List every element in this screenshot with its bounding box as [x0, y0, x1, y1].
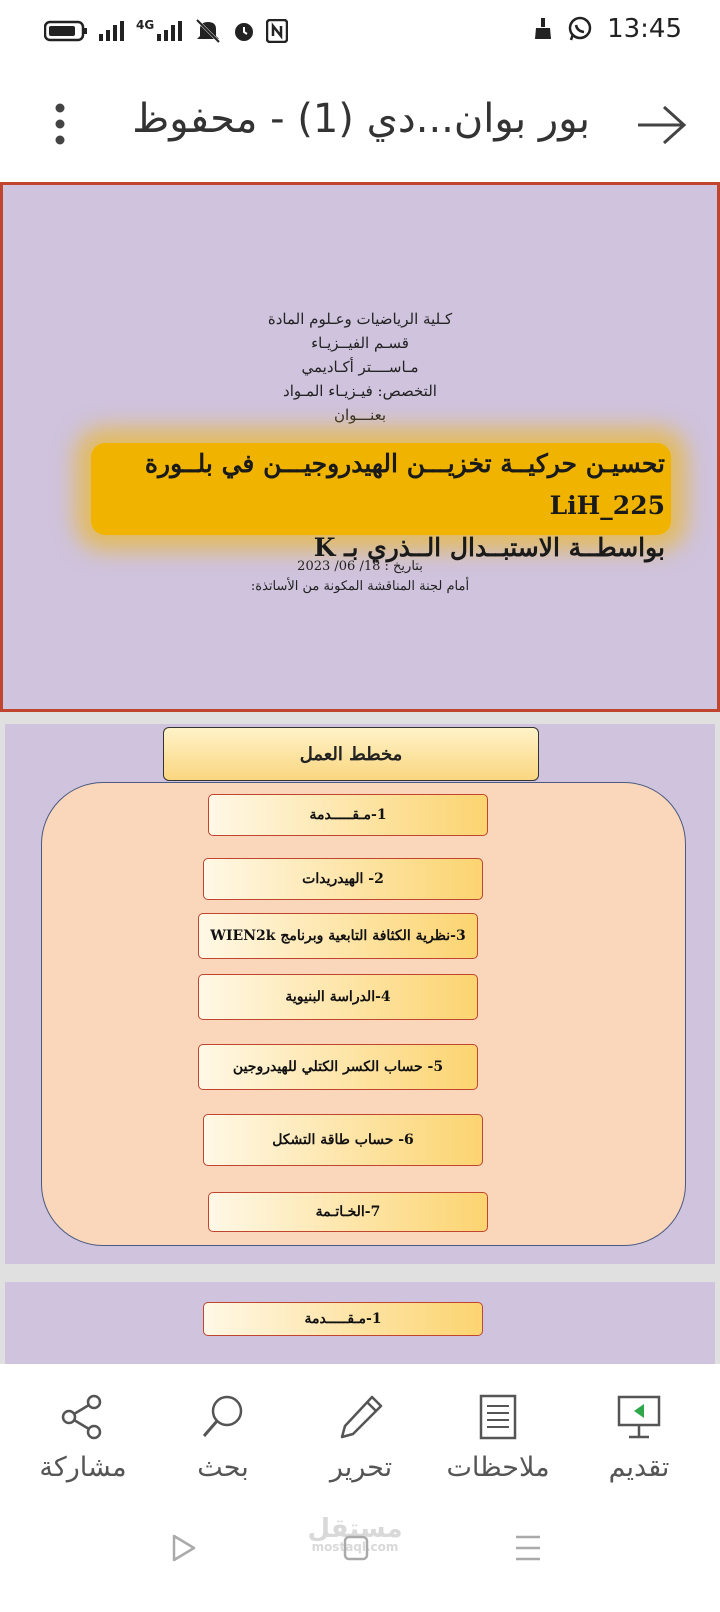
plan-item: 4-الدراسة البنيوية: [198, 974, 478, 1020]
plan-item: 1-مـقـــــدمة: [208, 794, 488, 836]
cleaner-icon: [533, 17, 553, 41]
clock: 13:45: [607, 14, 682, 44]
present-label: تقديم: [608, 1452, 670, 1483]
notes-button[interactable]: [433, 1394, 563, 1483]
share-button[interactable]: [18, 1394, 148, 1483]
pencil-icon: [338, 1394, 384, 1440]
slide1-line: كـلية الرياضيات وعـلوم المادة: [267, 310, 453, 328]
search-label: بحث: [197, 1452, 249, 1483]
plan-item: 5- حساب الكسر الكتلي للهيدروجين: [198, 1044, 478, 1090]
signal-icon-2: [156, 20, 184, 42]
status-icons-left: [44, 18, 288, 44]
home-square-icon: [326, 1520, 386, 1576]
network-type: 4G: [136, 18, 155, 32]
search-button[interactable]: [158, 1394, 288, 1483]
slide1-line: مـاســــتر أكـاديمي: [301, 358, 419, 376]
plan-item: 6- حساب طاقة التشكل: [203, 1114, 483, 1166]
alarm-icon: [232, 19, 256, 43]
status-bar: [0, 0, 720, 66]
slide1-footer: [3, 557, 717, 597]
signal-icon: [98, 20, 126, 42]
notes-icon: [478, 1394, 518, 1440]
share-label: مشاركة: [39, 1452, 127, 1483]
battery-icon: [44, 20, 88, 42]
arrow-right-icon: [634, 100, 690, 150]
watermark-sub: mostaql.com: [311, 1540, 399, 1554]
present-button[interactable]: [574, 1394, 704, 1483]
nav-back-button[interactable]: [154, 1520, 214, 1576]
nav-home-button[interactable]: [326, 1520, 386, 1576]
more-options-button[interactable]: [48, 100, 72, 150]
slide1-title-line2: بواسطــة الاستبــدال الــذري بـ K: [313, 533, 665, 562]
play-back-icon: [154, 1520, 214, 1576]
plan-item: 3-نظرية الكثافة التابعية وبرنامج WIEN2k: [198, 913, 478, 959]
bottom-toolbar: [0, 1364, 720, 1612]
edit-label: تحرير: [329, 1452, 393, 1483]
slide1-title: [65, 443, 665, 569]
back-button[interactable]: [634, 100, 690, 150]
document-title: بور بوان...دي (1) - محفوظ: [132, 96, 590, 142]
slide1-line: التخصص: فيـزيـاء المـواد: [283, 382, 437, 400]
whatsapp-icon: [567, 16, 593, 42]
slide-2[interactable]: [5, 724, 715, 1264]
plan-header: مخطط العمل: [163, 727, 539, 781]
top-app-bar: [0, 66, 720, 182]
system-nav-bar: [0, 1512, 720, 1612]
slide1-line: بعنـــوان: [333, 406, 387, 424]
slide1-committee: أمام لجنة المناقشة المكونة من الأساتذة:: [250, 579, 470, 594]
plan-item: 7-الخـاتـمة: [208, 1192, 488, 1232]
more-vert-icon: [48, 100, 72, 150]
slide-1[interactable]: [0, 182, 720, 712]
status-icons-right: [533, 14, 682, 44]
nav-recents-button[interactable]: [498, 1520, 558, 1576]
slide1-date: بتاريخ : 18/ 06/ 2023: [297, 559, 423, 574]
slide-3[interactable]: [5, 1282, 715, 1364]
share-icon: [60, 1394, 106, 1440]
menu-lines-icon: [498, 1520, 558, 1576]
plan-item: 2- الهيدريدات: [203, 858, 483, 900]
mute-icon: [194, 18, 222, 44]
slide1-title-line1: تحسيـن حركيــة تخزيـــن الهيدروجيـــن في بلــورة LiH_225: [144, 449, 665, 520]
watermark-text: مستقل: [307, 1514, 403, 1544]
edit-button[interactable]: [296, 1394, 426, 1483]
slide1-line: قسـم الفيــزيـاء: [311, 334, 409, 352]
search-icon: [200, 1394, 246, 1440]
plan-item: 1-مـقـــــدمة: [203, 1302, 483, 1336]
slide1-header-lines: [3, 307, 717, 427]
nfc-icon: [266, 19, 288, 43]
present-icon: [616, 1394, 662, 1440]
notes-label: ملاحظات: [446, 1452, 550, 1483]
slides-viewer[interactable]: [0, 182, 720, 1364]
